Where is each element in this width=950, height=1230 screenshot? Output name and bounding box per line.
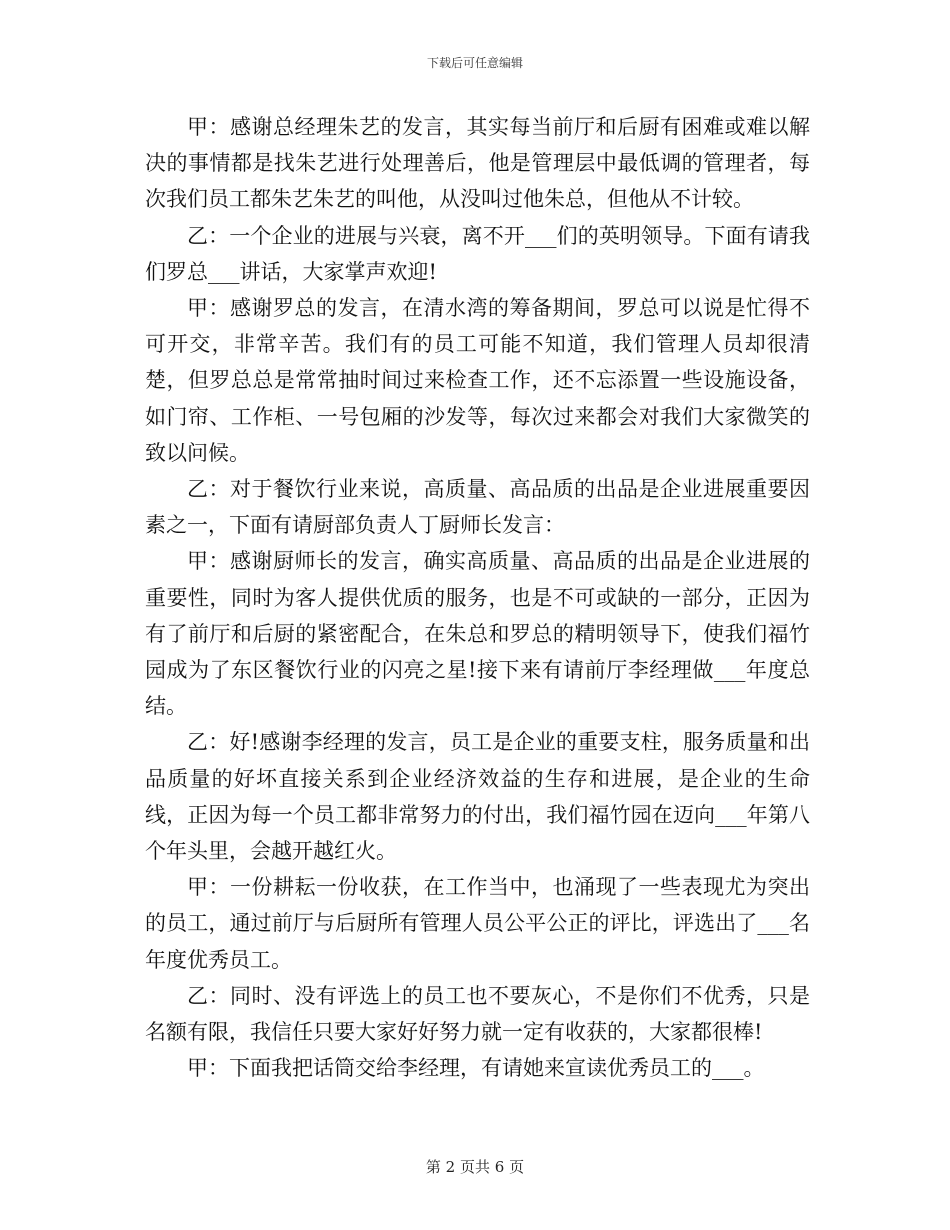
paragraph: 甲：下面我把话筒交给李经理，有请她来宣读优秀员工的___。 [187,1056,765,1081]
paragraph: 乙：同时、没有评选上的员工也不要灰心，不是你们不优秀，只是名额有限，我信任只要大家好好努力就一定有收获的，大家都很棒! [145,983,810,1045]
paragraph: 甲：感谢总经理朱艺的发言，其实每当前厅和后厨有困难或难以解决的事情都是找朱艺进行处理善后，他是管理层中最低调的管理者，每次我们员工都朱艺朱艺的叫他，从没叫过他朱总，但他从不计较。 [145,115,810,212]
paragraph: 甲：感谢罗总的发言，在清水湾的筹备期间，罗总可以说是忙得不可开交，非常辛苦。我们有的员工可能不知道，我们管理人员却很清楚，但罗总总是常常抽时间过来检查工作，还不忘添置一些设施设备，如门帘、工作柜、一号包厢的沙发等，每次过来都会对我们大家微笑的致以问候。 [145,296,810,465]
page-number-footer: 第 2 页共 6 页 [425,1158,525,1176]
paragraph: 甲：感谢厨师长的发言，确实高质量、高品质的出品是企业进展的重要性，同时为客人提供优质的服务，也是不可或缺的一部分，正因为有了前厅和后厨的紧密配合，在朱总和罗总的精明领导下，使我们福竹园成为了东区餐饮行业的闪亮之星!接下来有请前厅李经理做___年度总结。 [145,549,810,719]
paragraph: 乙：好!感谢李经理的发言，员工是企业的重要支柱，服务质量和出品质量的好坏直接关系到企业经济效益的生存和进展，是企业的生命线，正因为每一个员工都非常努力的付出，我们福竹园在迈向___年第八个年头里，会越开越红火。 [145,730,810,864]
document-body [145,109,810,1086]
paragraph: 乙：一个企业的进展与兴衰，离不开___们的英明领导。下面有请我们罗总___讲话，大家掌声欢迎! [145,223,810,284]
paragraph: 乙：对于餐饮行业来说，高质量、高品质的出品是企业进展重要因素之一，下面有请厨部负责人丁厨师长发言： [145,477,810,538]
page-header: 下载后可任意编辑 [426,56,523,70]
paragraph: 甲：一份耕耘一份收获，在工作当中，也涌现了一些表现尤为突出的员工，通过前厅与后厨所有管理人员公平公正的评比，评选出了___名年度优秀员工。 [145,875,810,972]
